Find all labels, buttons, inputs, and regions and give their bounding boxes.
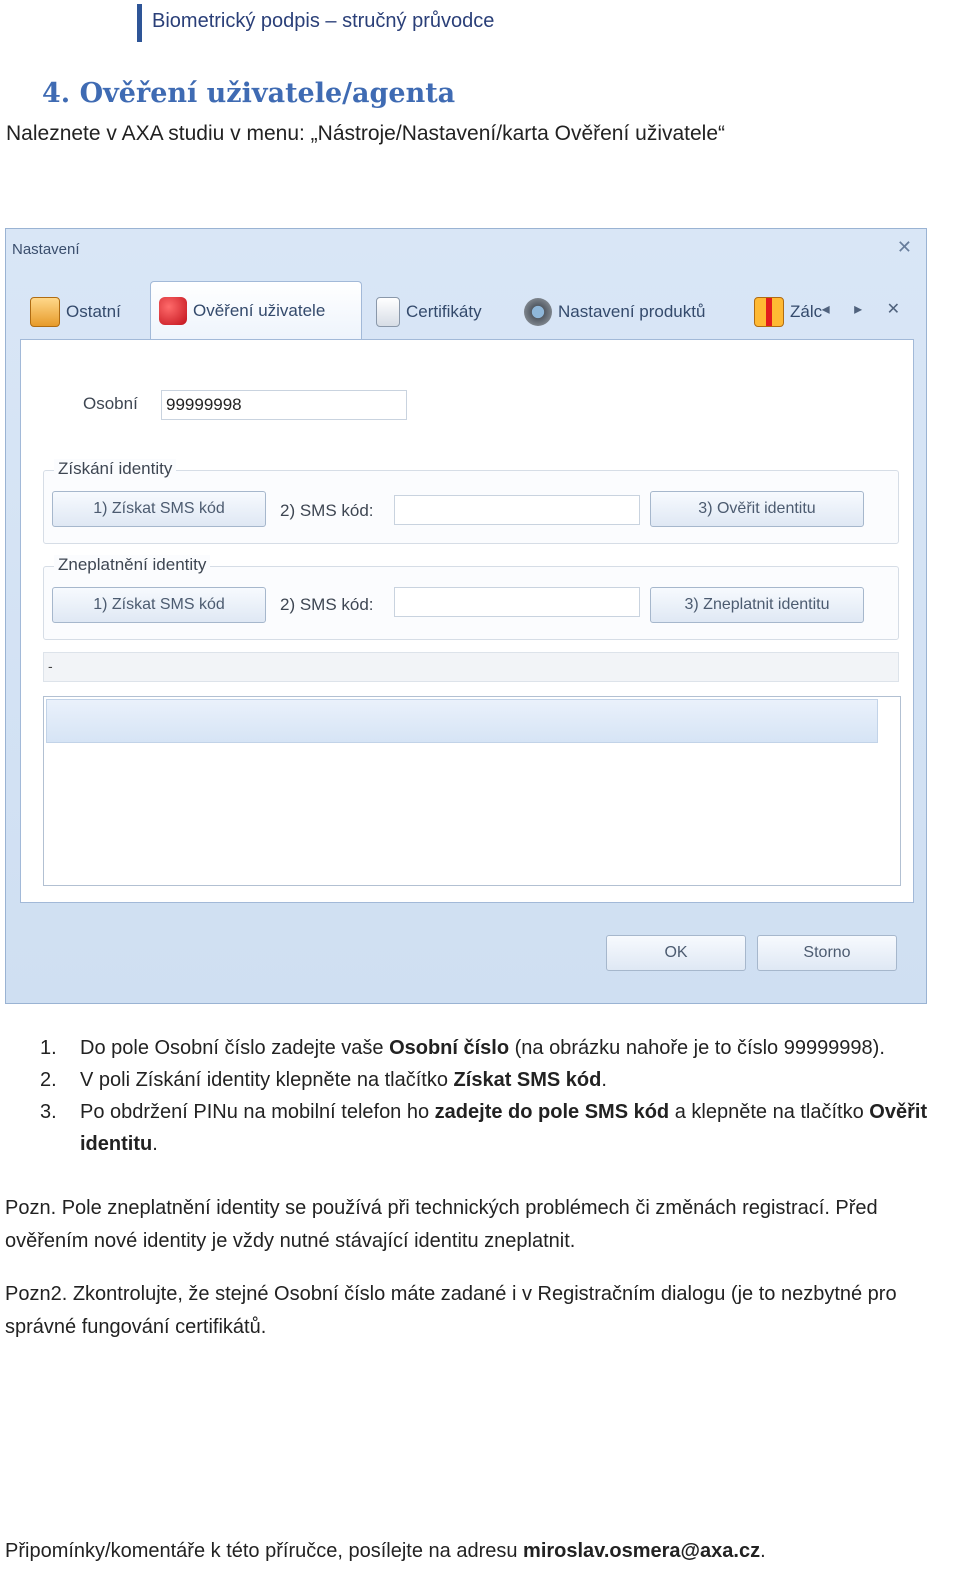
section-intro: Naleznete v AXA studiu v menu: „Nástroje/Nastavení/karta Ověření uživatele“ (6, 122, 726, 145)
backup-box-icon (754, 297, 784, 327)
text-part: (na obrázku nahoře je to číslo 99999998). (509, 1037, 885, 1059)
sms-code-input[interactable] (394, 495, 640, 525)
text-part: Po obdržení PINu na mobilní telefon ho (80, 1101, 435, 1123)
group-zneplatneni-identity (43, 555, 899, 640)
list-header (46, 699, 878, 743)
instruction-steps (40, 1032, 940, 1160)
footer-text: Připomínky/komentáře k této příručce, posílejte na adresu (5, 1540, 524, 1562)
text-part: Do pole Osobní číslo zadejte vaše (80, 1037, 390, 1059)
tab-label: Nastavení produktů (558, 302, 706, 321)
ok-button[interactable]: OK (606, 935, 746, 971)
osobni-label: Osobní (83, 394, 138, 413)
get-sms-button[interactable]: 1) Získat SMS kód (52, 491, 266, 527)
tab-label: Ověření uživatele (193, 300, 326, 320)
step-number: 3. (40, 1101, 57, 1123)
step-text (80, 1032, 885, 1064)
list-item (40, 1096, 940, 1160)
contact-card-icon (30, 297, 60, 327)
group-legend: Získání identity (54, 459, 176, 479)
tab-label: Certifikáty (406, 302, 482, 321)
footer-end: . (760, 1540, 766, 1562)
footer (5, 1540, 766, 1563)
note-2: Pozn2. Zkontrolujte, že stejné Osobní číslo máte zadané i v Registračním dialogu (je to nezbytné pro správné fungování certifikátů. (5, 1283, 897, 1338)
bold-part: zadejte do pole SMS kód (434, 1101, 670, 1123)
tab-scroll-arrows[interactable]: ◂ ▸ ✕ (821, 301, 910, 318)
sms-code-input[interactable] (394, 587, 640, 617)
tab-nastaveni-produktu[interactable] (524, 287, 705, 337)
tab-overeni-uzivatele[interactable] (150, 281, 362, 339)
text-part: V poli Získání identity klepněte na tlačítko (80, 1069, 454, 1091)
text-part: . (601, 1069, 607, 1091)
storno-button[interactable]: Storno (757, 935, 897, 971)
step-text (80, 1064, 607, 1096)
header-accent-bar (137, 4, 142, 42)
bold-part: Osobní číslo (389, 1037, 510, 1059)
group-legend: Zneplatnění identity (54, 555, 210, 575)
certificate-icon (376, 297, 400, 327)
tab-strip (20, 281, 916, 341)
close-icon[interactable]: ✕ (896, 237, 912, 257)
status-bar: - (43, 652, 899, 682)
list-item (40, 1032, 940, 1064)
step-text (80, 1096, 940, 1160)
text-part: . (152, 1133, 158, 1155)
result-list[interactable] (43, 696, 901, 886)
tab-certifikaty[interactable] (376, 287, 482, 337)
settings-dialog (5, 228, 927, 1004)
osobni-cislo-input[interactable]: 99999998 (161, 390, 407, 420)
tab-ostatni[interactable] (30, 287, 121, 337)
tab-panel-overeni (20, 339, 914, 903)
tab-label: Ostatní (66, 302, 121, 321)
tab-label: Zálc (790, 302, 823, 321)
email-link[interactable]: miroslav.osmera@axa.cz (523, 1540, 761, 1562)
note-1: Pozn. Pole zneplatnění identity se používá při technických problémech či změnách registrací. Před ověřením nové identity je vždy nutné stávající identitu zneplatnit. (5, 1197, 878, 1252)
dice-icon (159, 297, 187, 325)
step-number: 1. (40, 1037, 57, 1059)
list-item (40, 1064, 940, 1096)
bold-part: Získat SMS kód (453, 1069, 602, 1091)
sms-code-label: 2) SMS kód: (280, 595, 374, 614)
section-title: 4. Ověření uživatele/agenta (42, 78, 456, 109)
gear-icon (524, 298, 552, 326)
verify-identity-button[interactable]: 3) Ověřit identitu (650, 491, 864, 527)
bold-part: Ověřit identitu (80, 1101, 928, 1155)
invalidate-identity-button[interactable]: 3) Zneplatnit identitu (650, 587, 864, 623)
tab-zaloha[interactable] (754, 287, 822, 337)
step-number: 2. (40, 1069, 57, 1091)
get-sms-button[interactable]: 1) Získat SMS kód (52, 587, 266, 623)
text-part: a klepněte na tlačítko (669, 1101, 870, 1123)
dialog-title: Nastavení (12, 241, 80, 258)
sms-code-label: 2) SMS kód: (280, 501, 374, 520)
group-ziskani-identity (43, 459, 899, 544)
document-header: Biometrický podpis – stručný průvodce (152, 10, 495, 32)
